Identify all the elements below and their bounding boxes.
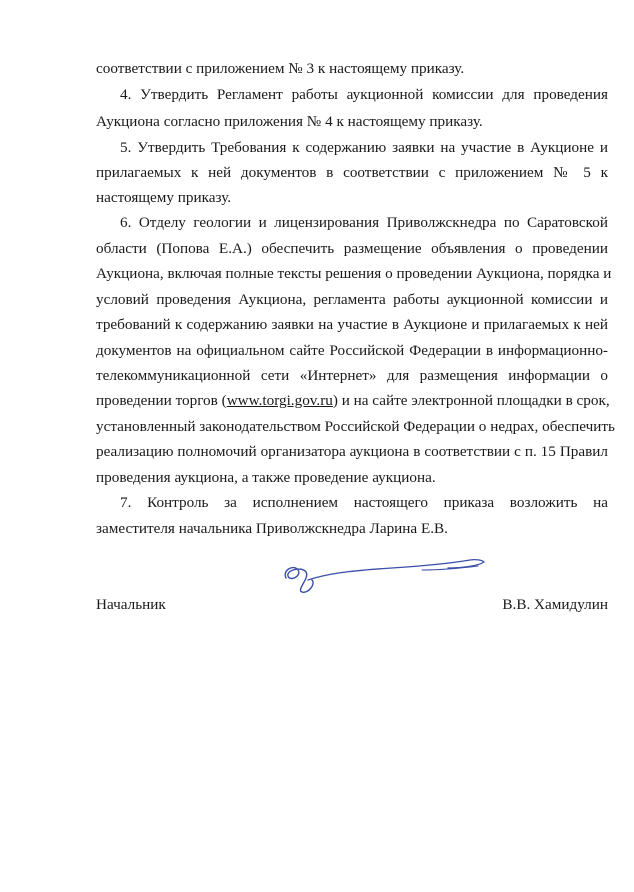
signer-name: В.В. Хамидулин [502, 596, 608, 613]
text-line-item-7: 7. Контроль за исполнением настоящего приказа возложить на [120, 494, 608, 511]
text-line: заместителя начальника Приволжскнедра Ларина Е.В. [96, 520, 448, 537]
text-line: Аукциона, включая полные тексты решения о проведении Аукциона, порядка и [96, 265, 612, 282]
text-line: настоящему приказу. [96, 189, 232, 206]
text-segment: ) и на сайте электронной площадки в срок, [332, 392, 610, 409]
text-line: прилагаемых к ней документов в соответствии с приложением № 5 к [96, 164, 608, 181]
handwritten-signature [272, 546, 492, 602]
text-line: Аукциона согласно приложения № 4 к настоящему приказу. [96, 113, 483, 130]
text-line: телекоммуникационной сети «Интернет» для размещения информации о [96, 367, 608, 384]
text-line: соответствии с приложением № 3 к настоящему приказу. [96, 60, 465, 77]
text-line-item-4: 4. Утвердить Регламент работы аукционной комиссии для проведения [120, 86, 608, 103]
text-line-item-5: 5. Утвердить Требования к содержанию заявки на участие в Аукционе и [120, 139, 608, 156]
text-line: документов на официальном сайте Российской Федерации в информационно- [96, 342, 608, 359]
text-line: требований к содержанию заявки на участие в Аукционе и прилагаемых к ней [96, 316, 608, 333]
signer-title: Начальник [96, 596, 166, 613]
torgi-link[interactable]: www.torgi.gov.ru [226, 392, 333, 409]
text-line: установленный законодательством Российской Федерации о недрах, обеспечить [96, 418, 615, 435]
text-line-with-link [96, 392, 608, 410]
text-line: проведения аукциона, а также проведение аукциона. [96, 469, 436, 486]
text-line: области (Попова Е.А.) обеспечить размещение объявления о проведении [96, 240, 608, 257]
text-line: реализацию полномочий организатора аукциона в соответствии с п. 15 Правил [96, 443, 608, 460]
text-line-item-6: 6. Отделу геологии и лицензирования Приволжскнедра по Саратовской [120, 214, 608, 231]
text-line: условий проведения Аукциона, регламента работы аукционной комиссии и [96, 291, 608, 308]
text-segment: проведении торгов ( [96, 392, 227, 409]
